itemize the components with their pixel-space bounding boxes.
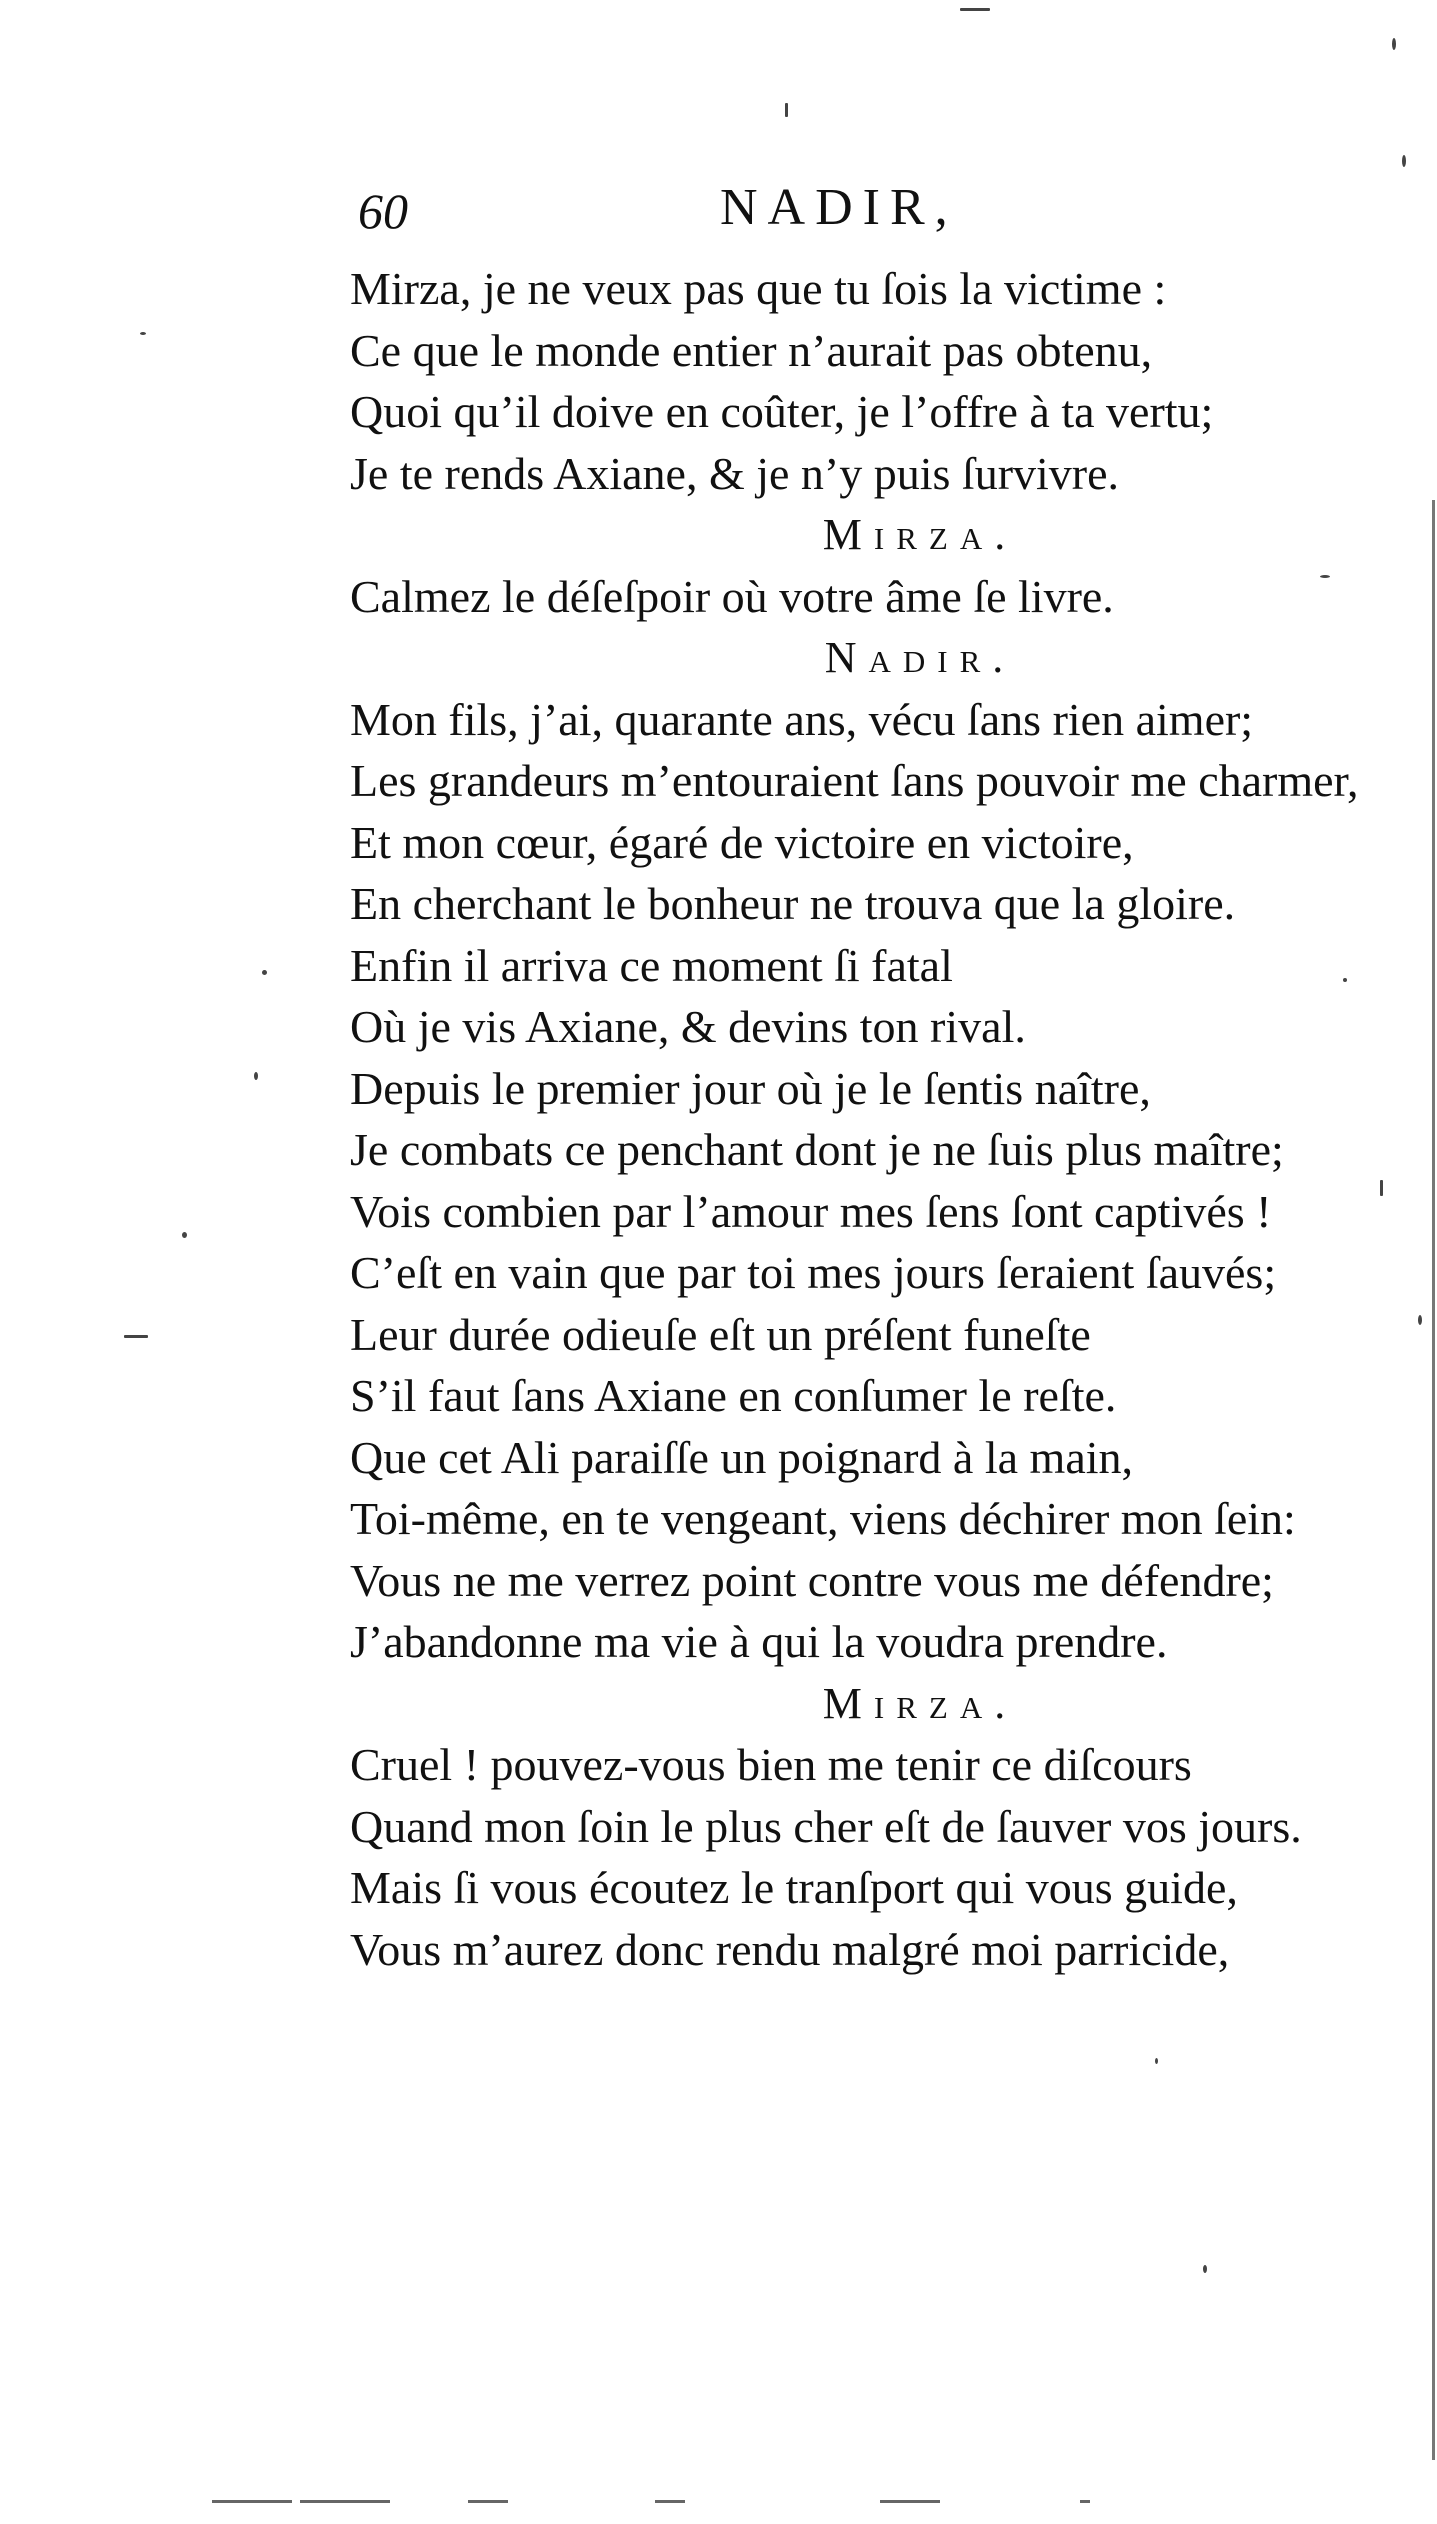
- verse-line: Toi-même, en te vengeant, viens déchirer mon ſein:: [350, 1493, 1296, 1544]
- verse-line: Où je vis Axiane, & devins ton rival.: [350, 1001, 1026, 1052]
- verse-line: Vois combien par l’amour mes ſens ſont captivés !: [350, 1185, 1272, 1237]
- verse-line: Mon fils, j’ai, quarante ans, vécu ſans rien aimer;: [350, 693, 1254, 745]
- verse-line: Les grandeurs m’entouraient ſans pouvoir me charmer,: [350, 755, 1359, 806]
- verse-line: Cruel ! pouvez-vous bien me tenir ce diſcours: [350, 1739, 1192, 1790]
- ink-speck: [960, 8, 990, 11]
- verse-line: C’eſt en vain que par toi mes jours ſeraient ſauvés;: [350, 1247, 1277, 1298]
- page-header: [350, 178, 1250, 248]
- speaker-name: Mirza.: [822, 510, 1018, 559]
- verse-line: Vous ne me verrez point contre vous me défendre;: [350, 1554, 1274, 1606]
- ink-speck: [182, 1232, 187, 1238]
- speaker-name: Nadir.: [824, 633, 1016, 682]
- ink-speck: [1418, 1315, 1422, 1325]
- verse-line: Calmez le déſeſpoir où votre âme ſe livre.: [350, 570, 1114, 622]
- running-title: NADIR,: [720, 179, 958, 236]
- verse-line: Et mon cœur, égaré de victoire en victoire,: [350, 816, 1134, 868]
- page-number: 60: [358, 183, 408, 239]
- page-edge-shadow: [1432, 500, 1435, 2460]
- verse-line: Que cet Ali paraiſſe un poignard à la main,: [350, 1431, 1134, 1483]
- verse-line: Je te rends Axiane, & je n’y puis ſurvivre.: [350, 447, 1120, 499]
- ink-speck: [785, 103, 788, 117]
- verse-line: Enfin il arriva ce moment ſi fatal: [350, 939, 953, 991]
- ink-speck: [140, 332, 146, 335]
- speaker-name: Mirza.: [822, 1678, 1018, 1728]
- verse-line: Mais ſi vous écoutez le tranſport qui vous guide,: [350, 1862, 1238, 1913]
- ink-speck: [262, 970, 267, 975]
- ink-speck: [1343, 978, 1347, 982]
- verse-text-block: [350, 258, 1380, 1980]
- ink-speck: [1392, 38, 1396, 50]
- ink-speck: [1402, 155, 1406, 167]
- ink-speck: [1203, 2265, 1207, 2273]
- ink-speck: [1320, 575, 1330, 578]
- verse-line: J’abandonne ma vie à qui la voudra prendre.: [350, 1616, 1168, 1667]
- verse-line: Quand mon ſoin le plus cher eſt de ſauver vos jours.: [350, 1800, 1302, 1852]
- verse-line: Vous m’aurez donc rendu malgré moi parricide,: [350, 1923, 1230, 1975]
- verse-line: Je combats ce penchant dont je ne ſuis plus maître;: [350, 1124, 1284, 1175]
- ink-speck: [124, 1335, 148, 1338]
- ink-speck: [254, 1072, 258, 1080]
- verse-line: S’il faut ſans Axiane en conſumer le reſte.: [350, 1370, 1117, 1421]
- verse-line: Mirza, je ne veux pas que tu ſois la victime :: [350, 263, 1167, 314]
- verse-line: Ce que le monde entier n’aurait pas obtenu,: [350, 324, 1153, 376]
- bottom-edge-marks: [200, 2500, 1100, 2508]
- ink-speck: [1380, 1180, 1383, 1196]
- verse-line: Quoi qu’il doive en coûter, je l’offre à ta vertu;: [350, 386, 1214, 437]
- verse-line: En cherchant le bonheur ne trouva que la gloire.: [350, 878, 1236, 929]
- ink-speck: [1155, 2058, 1158, 2064]
- verse-line: Leur durée odieuſe eſt un préſent funeſte: [350, 1308, 1091, 1360]
- verse-line: Depuis le premier jour où je le ſentis naître,: [350, 1062, 1151, 1114]
